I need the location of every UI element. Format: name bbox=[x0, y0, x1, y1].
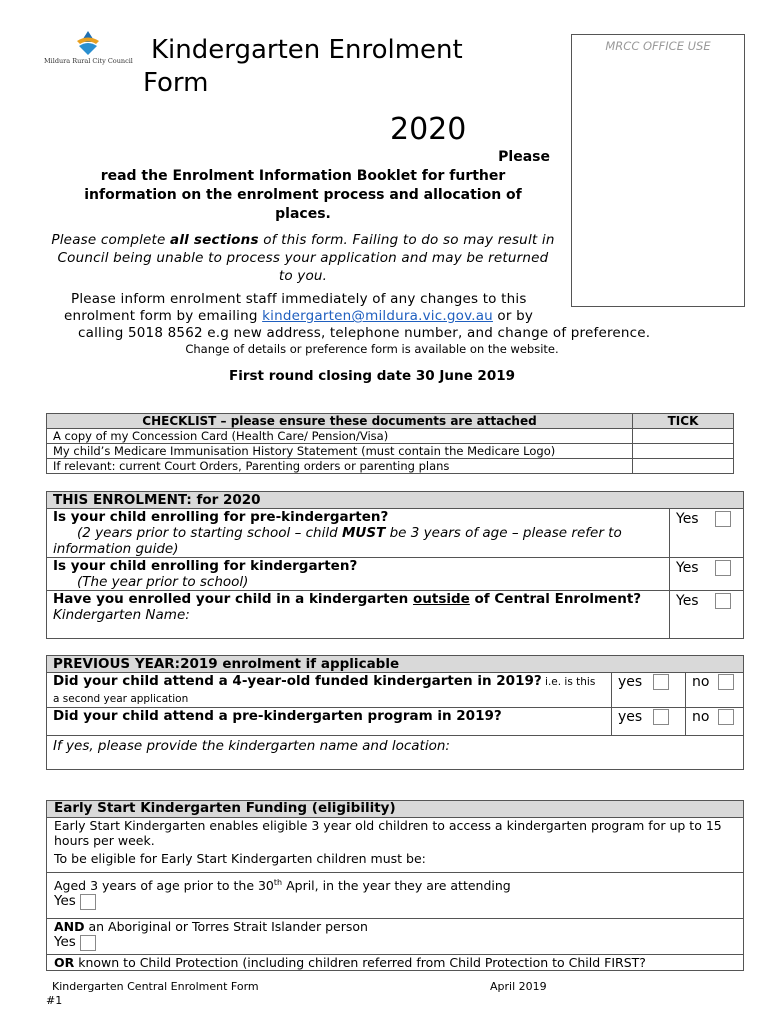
checklist-table bbox=[46, 413, 734, 474]
complete-notice-pre: Please complete bbox=[51, 232, 171, 248]
table-row bbox=[47, 591, 744, 639]
question-kinder: Is your child enrolling for kindergarten? bbox=[53, 558, 358, 574]
checklist-item: If relevant: current Court Orders, Parenting orders or parenting plans bbox=[47, 459, 633, 474]
yes-label: Yes bbox=[54, 934, 76, 950]
question-funded-kinder-note: i.e. is this a second year application bbox=[53, 676, 596, 705]
yes-label: Yes bbox=[54, 893, 76, 910]
council-logo bbox=[44, 30, 134, 74]
tick-cell[interactable] bbox=[633, 444, 734, 459]
yes-checkbox[interactable] bbox=[653, 674, 669, 690]
no-checkbox[interactable] bbox=[718, 709, 734, 725]
form-title-line1: Kindergarten Enrolment bbox=[151, 35, 463, 65]
previous-year-table bbox=[46, 655, 744, 770]
aged-criterion bbox=[54, 873, 736, 893]
yes-checkbox[interactable] bbox=[715, 560, 731, 576]
yes-label: Yes bbox=[676, 560, 699, 576]
checklist-item: My child’s Medicare Immunisation History Statement (must contain the Medicare Logo) bbox=[47, 444, 633, 459]
kindergarten-name-field[interactable]: If yes, please provide the kindergarten name and location: bbox=[47, 736, 744, 770]
early-start-description: Early Start Kindergarten enables eligible 3 year old children to access a kindergarten program for up to 15 hours per week. bbox=[54, 818, 722, 848]
aboriginal-criterion-cell bbox=[47, 919, 744, 955]
aged-criterion-cell bbox=[47, 873, 744, 919]
question-outside-underlined: outside bbox=[413, 591, 470, 607]
early-start-description-cell bbox=[47, 818, 744, 873]
yes-label: Yes bbox=[676, 593, 699, 609]
enrolment-header: THIS ENROLMENT: for 2020 bbox=[47, 492, 744, 509]
question-outside-post: of Central Enrolment? bbox=[469, 591, 642, 607]
form-title-line2: Form bbox=[143, 68, 209, 98]
footer-left bbox=[46, 980, 259, 1008]
question-outside bbox=[53, 591, 663, 607]
checklist-header: CHECKLIST – please ensure these documents are attached bbox=[47, 414, 633, 429]
office-use-box bbox=[571, 34, 745, 307]
question-cell bbox=[47, 708, 612, 736]
question-funded-kinder: Did your child attend a 4-year-old funded kindergarten in 2019? bbox=[53, 673, 542, 689]
yes-checkbox[interactable] bbox=[715, 511, 731, 527]
tick-cell[interactable] bbox=[633, 459, 734, 474]
footer-date: April 2019 bbox=[490, 980, 547, 993]
table-row bbox=[47, 459, 734, 474]
yes-checkbox[interactable] bbox=[653, 709, 669, 725]
table-row bbox=[47, 509, 744, 558]
yes-label: Yes bbox=[676, 511, 699, 527]
change-details-note: Change of details or preference form is available on the website. bbox=[185, 342, 559, 356]
note-pre: (2 years prior to starting school – child bbox=[77, 525, 342, 541]
checklist-header-row bbox=[47, 414, 734, 429]
table-row bbox=[47, 818, 744, 873]
table-row bbox=[47, 558, 744, 591]
previous-header-row bbox=[47, 656, 744, 673]
protection-text: known to Child Protection (including children referred from Child Protection to Child FIRST? bbox=[74, 955, 646, 970]
note-post: be 3 years of age – please refer to information guide) bbox=[53, 525, 622, 557]
previous-header: PREVIOUS YEAR:2019 enrolment if applicable bbox=[47, 656, 744, 673]
aboriginal-text: an Aboriginal or Torres Strait Islander person bbox=[84, 919, 368, 934]
closing-date: First round closing date 30 June 2019 bbox=[229, 368, 515, 384]
early-start-header: Early Start Kindergarten Funding (eligibility) bbox=[47, 801, 744, 818]
this-enrolment-table bbox=[46, 491, 744, 639]
inform-line2-post: or by bbox=[492, 308, 534, 324]
yes-checkbox[interactable] bbox=[80, 894, 96, 910]
eligibility-statement: To be eligible for Early Start Kindergarten children must be: bbox=[54, 851, 426, 866]
question-cell bbox=[47, 673, 612, 708]
question-cell bbox=[47, 558, 670, 591]
inform-line1: Please inform enrolment staff immediately of any changes to this bbox=[71, 291, 527, 307]
and-label: AND bbox=[54, 919, 85, 934]
question-kinder-note: (The year prior to school) bbox=[77, 574, 249, 590]
booklet-notice bbox=[56, 148, 550, 224]
no-cell bbox=[686, 708, 744, 736]
council-logo-icon bbox=[72, 30, 104, 56]
yes-cell bbox=[612, 708, 686, 736]
no-checkbox[interactable] bbox=[718, 674, 734, 690]
kindergarten-name-label: Kindergarten Name: bbox=[53, 607, 190, 623]
answer-cell bbox=[670, 558, 744, 591]
aboriginal-criterion bbox=[54, 919, 736, 934]
question-cell bbox=[47, 591, 670, 639]
footer-page-number: #1 bbox=[46, 994, 63, 1007]
checklist-item: A copy of my Concession Card (Health Care/ Pension/Visa) bbox=[47, 429, 633, 444]
email-link[interactable]: kindergarten@mildura.vic.gov.au bbox=[262, 308, 493, 324]
early-start-table bbox=[46, 800, 744, 971]
aged-criterion-sup: th bbox=[273, 878, 283, 887]
table-row bbox=[47, 955, 744, 971]
question-prekinder-program: Did your child attend a pre-kindergarten program in 2019? bbox=[53, 708, 502, 724]
yes-checkbox[interactable] bbox=[715, 593, 731, 609]
question-prekinder-note bbox=[53, 525, 663, 557]
question-outside-pre: Have you enrolled your child in a kindergarten bbox=[53, 591, 413, 607]
booklet-notice-first: Please bbox=[498, 149, 550, 165]
no-cell bbox=[686, 673, 744, 708]
inform-line2 bbox=[50, 308, 690, 325]
aged-answer bbox=[54, 893, 736, 910]
aged-criterion-post: April, in the year they are attending bbox=[282, 878, 511, 894]
no-label: no bbox=[692, 709, 710, 725]
table-row bbox=[47, 673, 744, 708]
table-row bbox=[47, 736, 744, 770]
table-row bbox=[47, 873, 744, 919]
or-label: OR bbox=[54, 955, 75, 970]
yes-cell bbox=[612, 673, 686, 708]
enrolment-header-row bbox=[47, 492, 744, 509]
aged-criterion-pre: Aged 3 years of age prior to the 30 bbox=[54, 878, 274, 894]
logo-text: Mildura Rural City Council bbox=[44, 57, 133, 65]
protection-criterion-cell bbox=[47, 955, 744, 971]
table-row bbox=[47, 708, 744, 736]
inform-notice bbox=[50, 291, 690, 342]
office-use-label: MRCC OFFICE USE bbox=[605, 39, 711, 53]
tick-header: TICK bbox=[633, 414, 734, 429]
question-prekinder: Is your child enrolling for pre-kindergarten? bbox=[53, 509, 389, 525]
note-bold: MUST bbox=[341, 525, 386, 541]
tick-cell[interactable] bbox=[633, 429, 734, 444]
complete-notice-post: of this form. Failing to do so may result in Council being unable to process your application and may be returned to you. bbox=[57, 232, 555, 284]
yes-label: yes bbox=[618, 674, 643, 690]
complete-notice-bold: all sections bbox=[170, 232, 259, 248]
answer-cell bbox=[670, 509, 744, 558]
inform-line2-pre: enrolment form by emailing bbox=[64, 308, 263, 324]
yes-checkbox[interactable] bbox=[80, 935, 96, 951]
table-row bbox=[47, 444, 734, 459]
yes-label: yes bbox=[618, 709, 643, 725]
table-row bbox=[47, 429, 734, 444]
form-title bbox=[143, 34, 563, 100]
footer-form-name: Kindergarten Central Enrolment Form bbox=[52, 980, 259, 993]
complete-notice bbox=[50, 231, 556, 285]
no-label: no bbox=[692, 674, 710, 690]
booklet-notice-text: read the Enrolment Information Booklet for further information on the enrolment process and allocation of places. bbox=[84, 168, 522, 222]
answer-cell bbox=[670, 591, 744, 639]
form-year: 2020 bbox=[390, 112, 467, 147]
early-start-header-row bbox=[47, 801, 744, 818]
table-row bbox=[47, 919, 744, 955]
aboriginal-answer bbox=[54, 934, 736, 951]
inform-line3: calling 5018 8562 e.g new address, telephone number, and change of preference. bbox=[78, 325, 651, 341]
question-cell bbox=[47, 509, 670, 558]
